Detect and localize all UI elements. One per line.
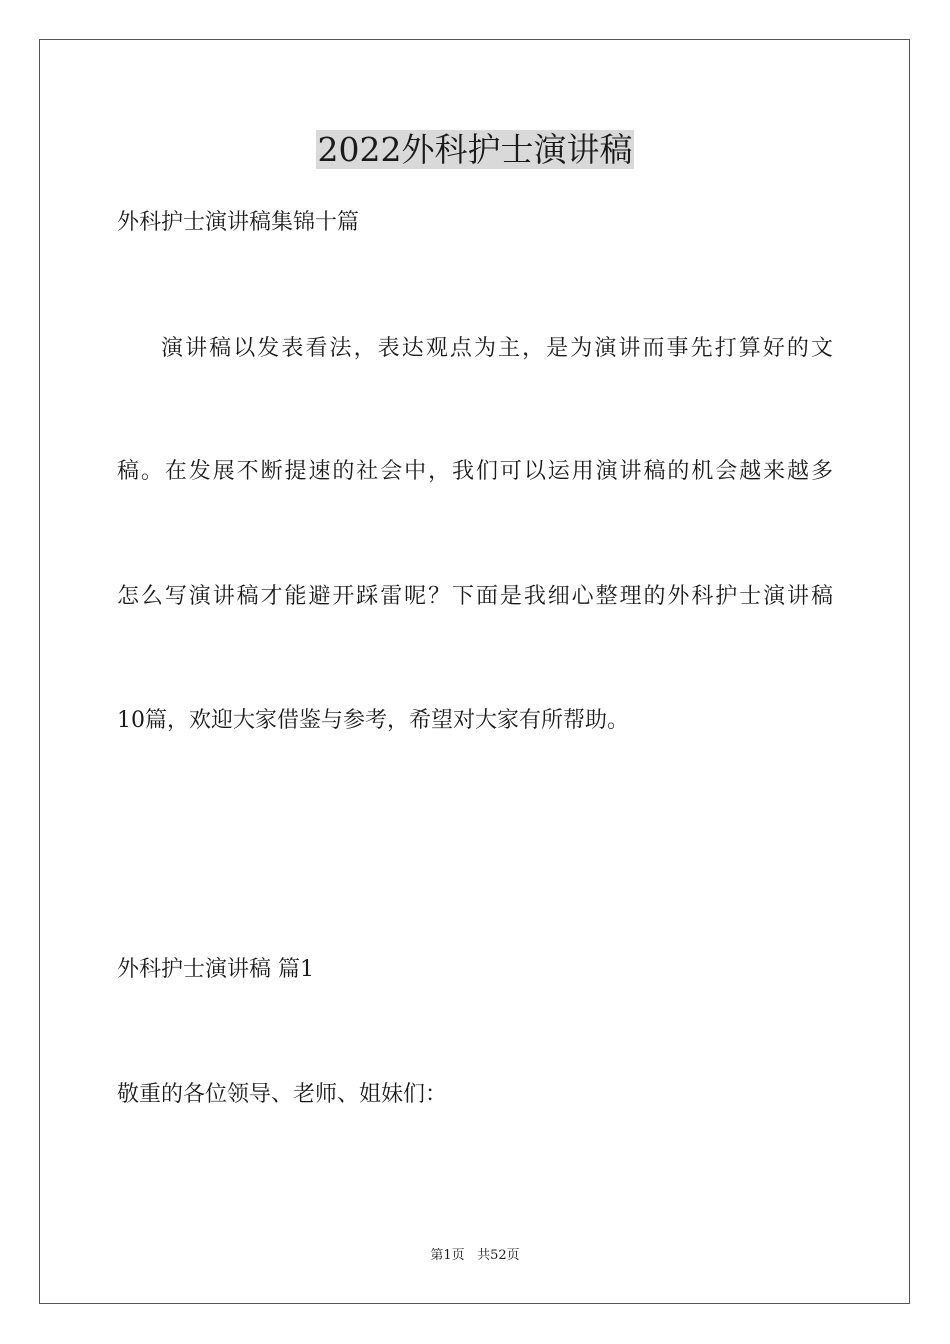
page-number: 第1页 <box>430 1248 465 1263</box>
document-title-text: 2022外科护士演讲稿 <box>317 130 633 169</box>
intro-paragraph-line-1: 演讲稿以发表看法，表达观点为主，是为演讲而事先打算好的文 <box>161 336 833 361</box>
document-title <box>0 128 950 172</box>
intro-paragraph-line-3: 怎么写演讲稿才能避开踩雷呢？下面是我细心整理的外科护士演讲稿 <box>117 584 833 609</box>
salutation: 敬重的各位领导、老师、姐妹们： <box>117 1082 448 1107</box>
intro-paragraph-line-4: 10篇，欢迎大家借鉴与参考，希望对大家有所帮助。 <box>117 708 629 733</box>
intro-paragraph-line-2: 稿。在发展不断提速的社会中，我们可以运用演讲稿的机会越来越多 <box>117 459 833 484</box>
page-footer <box>0 1246 950 1266</box>
page-total: 共52页 <box>477 1248 520 1263</box>
section-heading: 外科护士演讲稿 篇1 <box>117 957 314 982</box>
document-subtitle: 外科护士演讲稿集锦十篇 <box>117 210 360 235</box>
